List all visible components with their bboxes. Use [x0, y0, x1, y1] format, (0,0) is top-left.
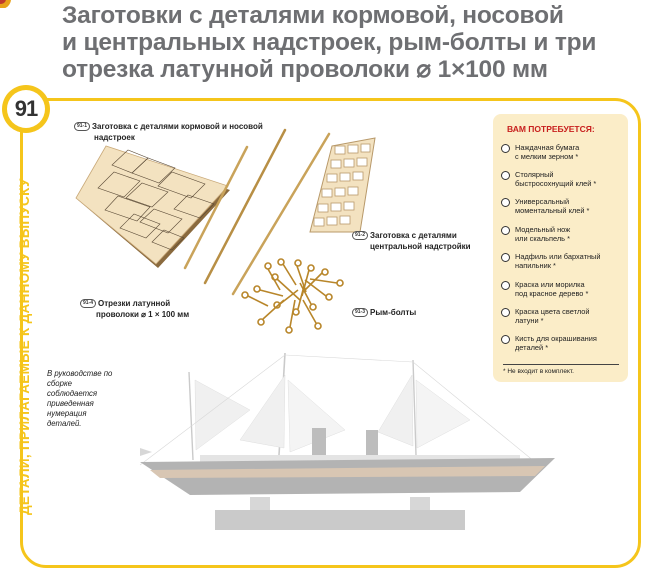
tool-checkbox-icon — [501, 253, 510, 262]
part-text-91-3-line-1: Рым-болты — [370, 308, 417, 317]
tool-label: Универсальный моментальный клей * — [515, 197, 590, 215]
tools-needed-title: ВАМ ПОТРЕБУЕТСЯ: — [507, 124, 595, 134]
part-text-91-4-line-2: проволоки ⌀ 1 × 100 мм — [96, 310, 190, 319]
page-title-line-1: Заготовки с деталями кормовой, носовой — [62, 2, 564, 29]
ship-illustration — [140, 353, 555, 530]
tool-label: Надфиль или бархатный напильник * — [515, 252, 601, 270]
tool-checkbox-icon — [501, 281, 510, 290]
part-text-91-4-line-1: Отрезки латунной — [98, 299, 171, 308]
assembly-guide-note: В руководстве по сборке соблюдается приведенная нумерация деталей. — [47, 369, 113, 428]
tool-checkbox-icon — [501, 226, 510, 235]
part-text-91-2-line-1: Заготовка с деталями — [370, 231, 457, 240]
tool-label: Модельный нож или скальпель * — [515, 225, 571, 243]
issue-number: 91 — [14, 96, 38, 121]
tools-needed-footnote: * Не входит в комплект. — [503, 368, 574, 375]
tool-checkbox-icon — [501, 335, 510, 344]
tools-needed-divider — [503, 364, 619, 365]
tool-label: Столярный быстросохнущий клей * — [515, 170, 597, 188]
tools-needed-panel — [493, 114, 628, 382]
part-code-91-1: 91-1 — [74, 122, 90, 131]
part-label-91-4 — [80, 298, 220, 320]
part-91-1-sheet — [76, 146, 230, 268]
tool-checkbox-icon — [501, 144, 510, 153]
part-code-91-4: 91-4 — [80, 299, 96, 308]
tool-label: Краска или морилка под красное дерево * — [515, 280, 589, 298]
part-label-91-2 — [352, 230, 492, 252]
part-91-2-sheet — [310, 138, 375, 232]
part-91-3-eyebolts — [242, 259, 343, 333]
tool-checkbox-icon — [501, 308, 510, 317]
part-label-91-1 — [74, 121, 294, 143]
tool-label: Кисть для окрашивания деталей * — [515, 334, 597, 352]
part-text-91-1-line-2: надстроек — [94, 133, 135, 142]
tool-label: Краска цвета светлой латуни * — [515, 307, 590, 325]
part-code-91-2: 91-2 — [352, 231, 368, 240]
part-label-91-3 — [352, 307, 452, 318]
part-code-91-3: 91-3 — [352, 308, 368, 317]
tool-label: Наждачная бумага с мелким зерном * — [515, 143, 580, 161]
part-text-91-2-line-2: центральной надстройки — [370, 242, 471, 251]
tool-checkbox-icon — [501, 171, 510, 180]
page-title-line-2: и центральных надстроек, рым-болты и три — [62, 29, 597, 56]
side-label: ДЕТАЛИ, ПРИЛАГАЕМЫЕ К ДАННОМУ ВЫПУСКУ — [17, 178, 32, 515]
part-text-91-1-line-1: Заготовка с деталями кормовой и носовой — [92, 122, 263, 131]
tool-checkbox-icon — [501, 198, 510, 207]
page-title-line-3: отрезка латунной проволоки ⌀ 1×100 мм — [62, 56, 548, 83]
